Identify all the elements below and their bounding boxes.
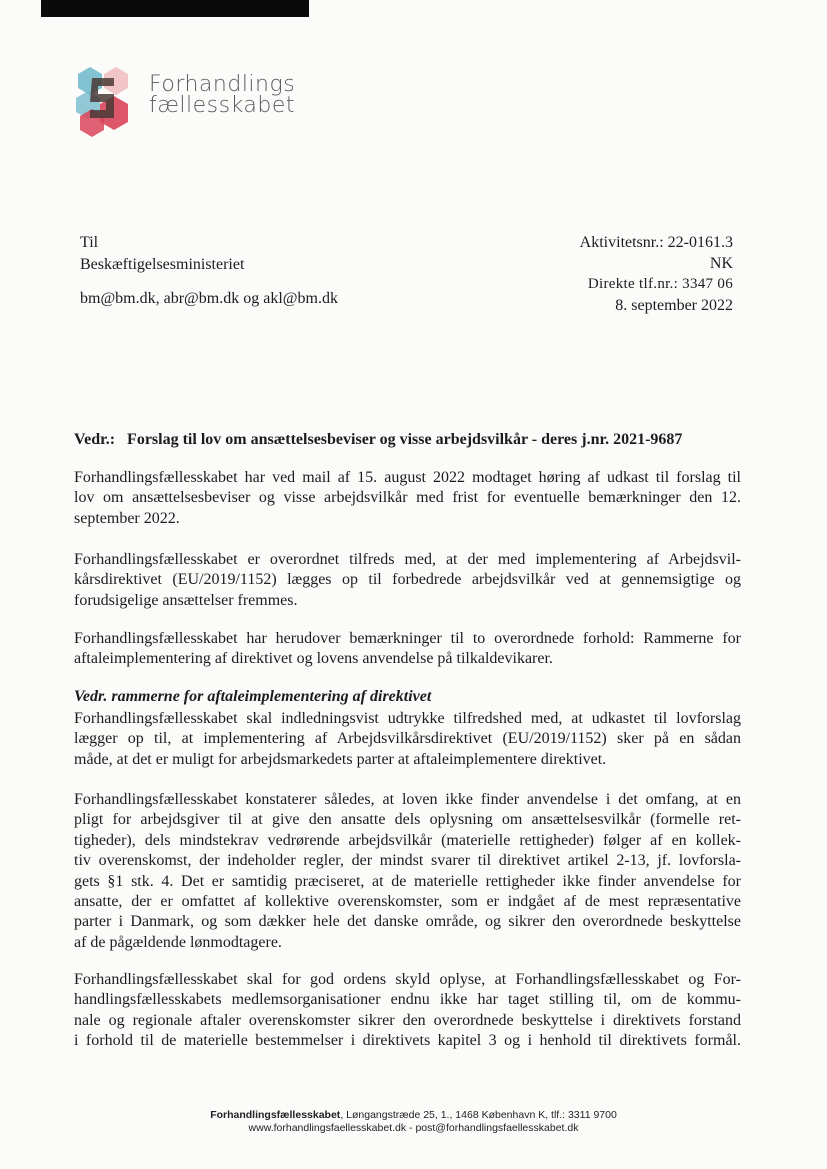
redaction-bar [41,0,309,17]
subject-text: Forslag til lov om ansættelsesbeviser og visse arbejdsvilkår - deres j.nr. 2021-9687 [127,431,683,448]
recipient-emails: bm@bm.dk, abr@bm.dk og akl@bm.dk [80,290,338,307]
recipient-block [80,232,244,276]
section-heading: Vedr. rammerne for aftaleimplementering af direktivet [74,688,432,705]
paragraph-line: september 2022. [74,509,180,527]
footer-address: , Løngangstræde 25, 1., 1468 København K, tlf.: 3311 9700 [340,1109,617,1121]
paragraph-4 [74,709,741,770]
logo-line-1: Forhandlings [149,72,296,97]
paragraph-1 [74,468,741,529]
paragraph-line: ansatte, der er omfattet af kollektive overenskomster, som er indgået af de mest repræsentative [74,893,741,911]
paragraph-line: handlingsfællesskabets medlemsorganisationer endnu ikke har taget stilling til, om de kommu- [74,991,741,1009]
paragraph-line: Forhandlingsfællesskabet skal indledningsvist udtrykke tilfredshed med, at udkastet til lovforslag [74,710,741,727]
paragraph-line: forudsigelige ansættelser fremmes. [74,591,298,609]
paragraph-line: Forhandlingsfællesskabet har ved mail af 15. august 2022 modtaget høring af udkast til forslag til [74,469,741,486]
logo-wordmark [149,74,295,116]
paragraph-line: pligt for arbejdsgiver til at give den ansatte dels oplysning om ansættelsesvilkår (formelle ret- [74,811,741,829]
paragraph-5 [74,790,741,953]
paragraph-line: tigheder), dels mindstekrav vedrørende arbejdsvilkår (materielle rettigheder) følger af en kollek- [74,831,741,849]
letter-meta [580,232,733,316]
footer-contact-line: www.forhandlingsfaellesskabet.dk - post@forhandlingsfaellesskabet.dk [248,1122,579,1134]
paragraph-line: nale og regionale aftaler overenskomster sikrer den overordnede beskyttelse i direktivets forstand [74,1011,741,1029]
paragraph-line: lægger op til, at implementering af Arbejdsvilkårsdirektivet (EU/2019/1152) sker på en sådan [74,730,741,748]
paragraph-line: af de pågældende lønmodtagere. [74,933,282,951]
activity-number: Aktivitetsnr.: 22-0161.3 [579,234,733,251]
paragraph-6 [74,970,741,1052]
paragraph-line: måde, at det er muligt for arbejdsmarkedets parter at aftaleimplementere direktivet. [74,750,607,768]
paragraph-line: Forhandlingsfællesskabet er overordnet tilfreds med, at der med implementering af Arbejdsvil- [74,551,741,568]
paragraph-2 [74,550,741,611]
paragraph-line: Forhandlingsfællesskabet har herudover bemærkninger til to overordnede forhold: Rammerne for [74,630,741,647]
paragraph-line: parter i Danmark, og som dækker hele det danske område, og sikrer den overordnede beskyttelse [74,913,741,931]
letter-date: 8. september 2022 [615,297,733,314]
paragraph-line: i forhold til de materielle bestemmelser i direktivets kapitel 3 og i henhold til direktivets formål. [74,1032,741,1050]
recipient-name: Beskæftigelsesministeriet [80,256,245,273]
paragraph-3 [74,629,741,670]
sender-initials: NK [709,255,733,272]
paragraph-line: tiv overenskomst, der indeholder regler, der mindst svarer til direktivet artikel 2-13, jf. lovforsla- [74,852,741,870]
footer-address-line [0,1109,827,1122]
direct-phone: Direkte tlf.nr.: 3347 06 [587,276,733,292]
logo-line-2: fællesskabet [149,93,295,118]
paragraph-line: gets §1 stk. 4. Det er samtidig præciseret, at de materielle rettigheder ikke finder anvendelse for [74,872,741,890]
letter-footer [0,1109,827,1135]
paragraph-line: Forhandlingsfællesskabet konstaterer således, at loven ikke finder anvendelse i det omfang, at en [74,791,741,808]
paragraph-line: lov om ansættelsesbeviser og visse arbejdsvilkår med frist for eventuelle bemærkninger den 12. [74,489,741,507]
paragraph-line: Forhandlingsfællesskabet skal for god ordens skyld oplyse, at Forhandlingsfællesskabet og For- [74,971,741,988]
to-label: Til [80,234,99,251]
subject-line [74,431,682,449]
forhandlingsfaellesskabet-logo-icon [74,64,138,142]
paragraph-line: aftaleimplementering af direktivet og lovens anvendelse på tilkaldevikarer. [74,650,553,668]
paragraph-line: kårsdirektivet (EU/2019/1152) lægges op til forbedrede arbejdsvilkår ved at gennemsigtige og [74,571,741,589]
subject-label: Vedr.: [74,431,116,448]
footer-org: Forhandlingsfællesskabet [210,1109,341,1121]
